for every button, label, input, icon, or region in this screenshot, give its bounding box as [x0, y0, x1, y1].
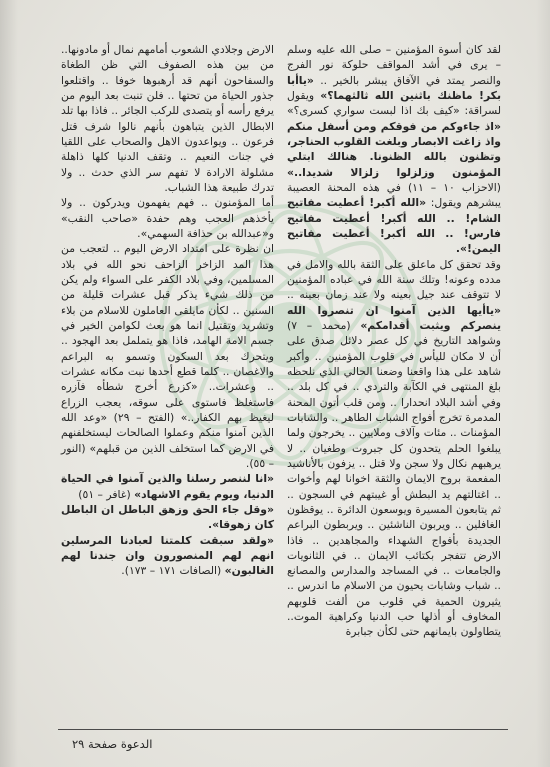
footer-rule	[58, 729, 508, 730]
body-text: وقد تحقق كل ماعلق على الثقة بالله والامل في مدده وعونه! وتلك سنة الله في عباده المؤمنين لا تتوقف عند جيل بعينه ولا عند زمان بعينه ..	[287, 257, 501, 302]
body-text: لقد كان أسوة المؤمنين – صلى الله عليه وسلم – يرى في أشد المواقف حلوكة نور الفرج والنصر يمتد في الآفاق يبشر بالخير ..	[287, 43, 501, 87]
citation: (غافر – ٥١)	[78, 487, 135, 501]
body-text: (الاحزاب ١٠ – ١١) في هذه المحنة العصيبة يبشرهم ويقول:	[287, 180, 501, 210]
quran-quote: «انا لننصر رسلنا والذين آمنوا في الحياة الدنيا، ويوم يقوم الاشهاد»	[61, 472, 274, 501]
quote-text: «ياأبا بكر! ماظنك باثنين الله ثالثهما؟»	[287, 73, 501, 102]
quran-quote: «وقل جاء الحق وزهق الباطل ان الباطل كان زهوقا».	[61, 502, 274, 532]
quran-quote: «ياأيها الذين آمنوا ان تنصروا الله ينصركم ويثبت أقدامكم»	[287, 303, 502, 332]
quote-line	[61, 533, 274, 579]
paragraph	[61, 42, 274, 195]
body-text: الارض وجلادي الشعوب أمامهم نمال أو مادونها.. من بين هذه الصفوف التي ظن الطغاة والسفاحون أنهم قد أرهبوها خوفا .. واقتلعوا جذور الحياة من تحتها .. فلن تنبت بعد اليوم من يرفع رأسه أو يتصدى للركب الجائر .. فاذا بها تلد الابطال الذين يتباهون بأنهم نالوا شرف قتل فرعون .. ويواعدون الاهل والصحاب على اللقيا في جنات النعيم .. وتقف الدنيا كلها ذاهلة مشلولة الارادة لا تفهم سر الذي حدث .. ولا تدرك طبيعة هذا الشباب.	[61, 43, 274, 194]
body-text: ان نظرة على امتداد الارض اليوم .. لتعجب من هذا المد الزاخر الزاحف نحو الله في بلاد المسلمين، وفي بلاد الكفر على السواء ولم يكن من ذلك شيء يذكر قبل عشرات قليلة من السنين .. لكأن مايلقى العاملون للاسلام من بلاء وتشريد وتقتيل انما هو بعث لكوامن الخير في جسم الامة الهامد، فاذا هو يتململ بعد الهجود .. ويتحرك بعد السكون وتسمو به البراعم والاغصان .. كلما قطع أحدها نبت مكانه عشرات .. وعشرات.. «كزرع أخرج شطأه فآزره فاستغلظ فاستوى على سوقه، يعجب الزراع ليغيظ بهم الكفار..» (الفتح – ٢٩) «وعد الله الذين آمنوا منكم وعملوا الصالحات ليستخلفنهم في الارض كما استخلف الذين من قبلهم» (النور – ٥٥).	[61, 242, 274, 470]
citation: (الصافات ١٧١ – ١٧٣).	[121, 564, 225, 578]
paragraph	[287, 257, 501, 640]
paragraph	[287, 42, 501, 257]
page-footer: الدعوة صفحة ٢٩	[72, 737, 153, 751]
left-column	[61, 42, 274, 578]
body-text: (محمد – ٧) وشواهد التاريخ في كل عصر دلائل صدق على أن لا مكان لليأس في قلوب المؤمنين .. وأكبر شاهد على هذا واقعنا وضعنا الحالي الذي نلحظه بلغ المنتهى في الكآبة والتردي .. في كل بلد .. وفي أشد البلاد انحدارا .. ومن قلب أتون المحنة المدمرة تخرج أفواج الشباب الطاهر .. والشابات المؤمنات .. مئات وآلاف وملايين .. يخرجون ولما يبلغوا الحلم يتحدون كل جبروت وطغيان .. لا يرهبهم نكال ولا سجن ولا قتل .. يزفون بالأناشيد المفعمة بروح الايمان والثقة اخوانا لهم وأخوات .. اغتالتهم يد البطش أو غيبتهم في السجون .. ثم يتابعون المسيرة ويوسعون الدائرة .. يوقظون الغافلين .. ويربون الناشئين .. ويربطون البراعم الجديدة بأفواج الشهداء والمجاهدين .. فاذا الارض تتفجر بكتائب الايمان .. في الثانويات والجامعات .. في المساجد والمدارس والمصانع .. شباب وشابات يحيون من الاسلام ما اندرس .. يثيرون الحمية في قلوب من ألفت قلوبهم المخاوف أو أذلها حب الدنيا وكراهية الموت.. يتطاولون بايمانهم حتى لكأن جبابرة	[287, 318, 501, 639]
body-text: أما المؤمنون .. فهم يفهمون ويدركون .. ولا يأخذهم العجب وهم حفدة «صاحب النقب» و«عبدالله بن حذافة السهمي».	[61, 196, 274, 240]
quote-text: «الله أكبر! أعطيت مفاتيح الشام! .. الله أكبر! أعطيت مفاتيح فارس! .. الله أكبر! أعطيت مفاتيح اليمن!».	[287, 196, 501, 256]
body-text: ويقول لسراقة: «كيف بك اذا لبست سواري كسرى؟»	[287, 88, 501, 118]
quote-line	[61, 471, 274, 502]
quran-quote: «اذ جاءوكم من فوقكم ومن أسفل منكم واذ زاغت الابصار وبلغت القلوب الحناجر، وتظنون بالله الظنونا. هنالك ابتلي المؤمنون وزلزلوا زلزالا شديدا..»	[287, 119, 501, 179]
paragraph	[61, 241, 274, 471]
closing-quotes	[61, 471, 274, 578]
quran-quote: «ولقد سبقت كلمتنا لعبادنا المرسلين انهم لهم المنصورون وان جندنا لهم الغالبون»	[61, 533, 274, 578]
right-column	[287, 42, 501, 640]
paragraph	[61, 195, 274, 241]
